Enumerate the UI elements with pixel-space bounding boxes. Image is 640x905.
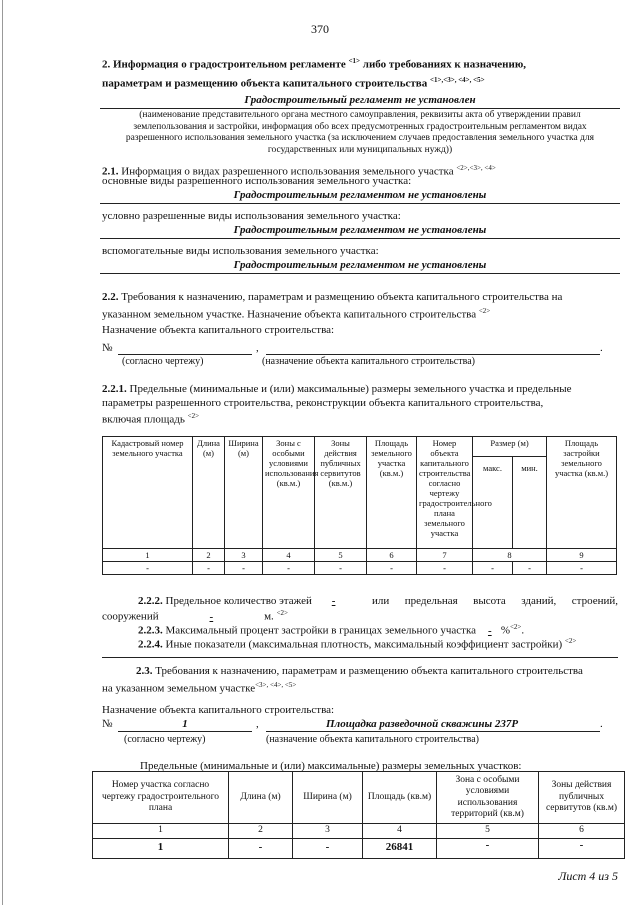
s221-th-build-area: Площадь застройки земельного участка (кв.м.) xyxy=(547,437,617,549)
s23-data-cell: - xyxy=(437,838,539,858)
s221-data-cell: - xyxy=(367,562,417,575)
s21-main-value: Градостроительным регламентом не установлены xyxy=(233,189,487,201)
s221-th-object-number: Номер объекта капитального строительства согласно чертежу градостроительного плана земельного участка xyxy=(417,437,473,549)
s222-line2 xyxy=(102,609,288,623)
s222-text-b: или предельная высота зданий, строений, xyxy=(372,595,618,607)
s221-data-cell: - xyxy=(225,562,263,575)
s221-data-cell: - xyxy=(417,562,473,575)
s222-height-value: - xyxy=(209,610,214,623)
s222-floors-value: - xyxy=(331,595,336,607)
s21-cond-value: Градостроительным регламентом не установлены xyxy=(233,224,487,236)
s221-data-cell: - xyxy=(547,562,617,575)
s222-line1 xyxy=(138,595,353,607)
s224-line xyxy=(138,637,576,651)
regulation-rule xyxy=(100,108,620,109)
s23-sup: <3>, <4>, <5> xyxy=(255,681,297,689)
regulation-value: Градостроительный регламент не установлен xyxy=(244,94,476,106)
s22-text xyxy=(102,290,622,322)
s23-th-area: Площадь (кв.м) xyxy=(363,772,437,824)
section-2-sup1: <1> xyxy=(348,57,361,65)
s23-no-rule xyxy=(118,731,252,732)
s21-cond-label: условно разрешенные виды использования земельного участка: xyxy=(102,210,401,222)
s223-sup: <2> xyxy=(509,623,522,631)
s23-th-width: Ширина (м) xyxy=(293,772,363,824)
s221-num-cell: 5 xyxy=(315,549,367,562)
s23-no-sign: № xyxy=(102,718,113,730)
s23-limits-label: Предельные (минимальные и (или) максимальные) размеры земельных участков: xyxy=(140,760,522,772)
s21-sup: <2>,<3>, <4> xyxy=(456,164,496,172)
s23-comma: , xyxy=(256,718,259,730)
s221-sup: <2> xyxy=(187,412,200,420)
s224-text: Иные показатели (максимальная плотность, максимальный коэффициент застройки) xyxy=(165,638,563,651)
s22-caption-purpose: (назначение объекта капитального строительства) xyxy=(262,356,475,367)
section-2-num: 2. xyxy=(102,58,111,71)
s221-text xyxy=(102,383,622,427)
s22-num: 2.2. xyxy=(102,291,119,303)
s22-comma: , xyxy=(256,342,259,354)
s223-text: Максимальный процент застройки в границах земельного участка xyxy=(165,624,477,637)
s22-text2: указанном земельном участке. Назначение объекта капитального строительства xyxy=(102,308,477,321)
s222-num: 2.2.2. xyxy=(138,595,163,607)
s22-caption-drawing: (согласно чертежу) xyxy=(122,356,204,367)
s221-th-length: Длина (м) xyxy=(193,437,225,549)
s221-table xyxy=(102,436,617,575)
s221-text2: параметры разрешенного строительства, реконструкции объекта капитального строительства, xyxy=(102,396,544,409)
s224-rule xyxy=(102,657,618,658)
s23-purpose-label: Назначение объекта капитального строительства: xyxy=(102,704,335,716)
s21-cond-rule xyxy=(100,238,620,239)
s23-purpose-rule xyxy=(266,731,600,732)
s221-num-cell: 4 xyxy=(263,549,315,562)
s22-no-rule xyxy=(118,354,252,355)
s23-th-special-zones: Зона с особыми условиями использования территорий (кв.м) xyxy=(437,772,539,824)
s22-dot: . xyxy=(600,342,603,354)
s23-num-cell: 2 xyxy=(229,824,293,839)
s23-object-no: 1 xyxy=(182,718,188,730)
page-number: 370 xyxy=(311,22,329,36)
s22-text1: Требования к назначению, параметрам и размещению объекта капитального строительства на xyxy=(121,291,563,303)
s221-num-cell: 2 xyxy=(193,549,225,562)
s221-data-cell: - xyxy=(473,562,513,575)
s23-table xyxy=(92,771,625,859)
s23-text xyxy=(102,664,622,696)
s23-text1: Требования к назначению, параметрам и размещению объекта капитального строительства xyxy=(155,665,583,677)
s22-sup: <2> xyxy=(478,307,491,315)
s221-th-cadastral: Кадастровый номер земельного участка xyxy=(103,437,193,549)
s23-num-cell: 3 xyxy=(293,824,363,839)
s23-caption-purpose: (назначение объекта капитального строительства) xyxy=(266,734,479,745)
s221-num-cell: 3 xyxy=(225,549,263,562)
s221-th-width: Ширина (м) xyxy=(225,437,263,549)
s224-sup: <2> xyxy=(564,637,577,645)
s23-num-cell: 1 xyxy=(93,824,229,839)
s23-num: 2.3. xyxy=(136,665,153,677)
s21-main-label: основные виды разрешенного использования земельного участка: xyxy=(102,175,412,187)
s223-line: 2.2.3. Максимальный процент застройки в границах земельного участка - %$^{<2>}$. xyxy=(138,623,525,637)
s222-sup: <2> xyxy=(276,609,288,617)
s23-data-cell: 1 xyxy=(93,838,229,858)
s221-data-cell: - xyxy=(263,562,315,575)
s221-text1: Предельные (минимальные и (или) максимальные) размеры земельного участка и предельные xyxy=(129,383,572,395)
s21-num: 2.1. xyxy=(102,165,119,178)
s23-data-cell: 26841 xyxy=(363,838,437,858)
s221-th-size: Размер (м) xyxy=(473,437,547,457)
s23-num-cell: 5 xyxy=(437,824,539,839)
s221-data-cell: - xyxy=(193,562,225,575)
s221-th-servitudes: Зоны действия публичных сервитутов (кв.м.) xyxy=(315,437,367,549)
section-2-title-line2: параметрам и размещению объекта капитального строительства xyxy=(102,77,428,90)
s222-text-c: сооружений xyxy=(102,610,159,623)
regulation-note: (наименование представительного органа местного самоуправления, реквизиты акта об утверждении правил землепользования и застройки, информация обо всех предусмотренных градостроительным регламентом видах разрешенного использования земельного участка (за исключением случаев предоставления земельного участка для государственных или муниципальных нужд)) xyxy=(125,110,595,155)
s223-unit: % xyxy=(500,624,510,637)
s221-num: 2.2.1. xyxy=(102,383,127,395)
s221-th-special-zones: Зоны с особыми условиями использования (кв.м.) xyxy=(263,437,315,549)
s221-num-cell: 8 xyxy=(473,549,547,562)
s221-th-area: Площадь земельного участка (кв.м.) xyxy=(367,437,417,549)
s221-num-cell: 9 xyxy=(547,549,617,562)
s221-data-cell: - xyxy=(103,562,193,575)
s23-th-servitudes: Зоны действия публичных сервитутов (кв.м) xyxy=(539,772,625,824)
section-2-title xyxy=(102,54,622,91)
scan-edge-mark xyxy=(2,0,3,905)
s21-main-rule xyxy=(100,203,620,204)
s221-th-max: макс. xyxy=(473,457,513,549)
s221-data-cell: - xyxy=(513,562,547,575)
s23-data-cell: - xyxy=(293,838,363,858)
s23-num-cell: 6 xyxy=(539,824,625,839)
s223-value: - xyxy=(487,624,492,637)
sheet-footer: Лист 4 из 5 xyxy=(558,869,618,883)
s21-aux-label: вспомогательные виды использования земельного участка: xyxy=(102,245,379,257)
section-2-title-line1: Информация о градостроительном регламенте xyxy=(113,58,346,71)
s221-text3: включая площадь xyxy=(102,413,185,426)
s23-data-cell: - xyxy=(539,838,625,858)
s23-object-name: Площадка разведочной скважины 237Р xyxy=(326,718,519,730)
s23-dot: . xyxy=(600,718,603,730)
s22-no-sign: № xyxy=(102,342,113,354)
s21-aux-value: Градостроительным регламентом не установлены xyxy=(233,259,487,271)
s222-text-a: Предельное количество этажей xyxy=(165,595,312,607)
s23-num-cell: 4 xyxy=(363,824,437,839)
s22-purpose-label: Назначение объекта капитального строительства: xyxy=(102,324,335,336)
section-2-sup2: <1>,<3>, <4>, <5> xyxy=(429,75,485,84)
s224-num: 2.2.4. xyxy=(138,638,163,651)
s222-unit: м. xyxy=(264,610,274,623)
s223-num: 2.2.3. xyxy=(138,624,163,637)
s23-th-length: Длина (м) xyxy=(229,772,293,824)
s21-title: Информация о видах разрешенного использования земельного участка xyxy=(121,165,454,178)
s23-caption-drawing: (согласно чертежу) xyxy=(124,734,206,745)
s221-data-cell: - xyxy=(315,562,367,575)
s221-th-min: мин. xyxy=(513,457,547,549)
s23-data-cell: - xyxy=(229,838,293,858)
s23-th-plot-number: Номер участка согласно чертежу градостроительного плана xyxy=(93,772,229,824)
s221-num-cell: 7 xyxy=(417,549,473,562)
s23-text2: на указанном земельном участке xyxy=(102,682,256,695)
s221-num-cell: 6 xyxy=(367,549,417,562)
s21-aux-rule xyxy=(100,273,620,274)
section-2-title-line1-end: либо требованиях к назначению, xyxy=(362,58,527,71)
s22-purpose-rule xyxy=(266,354,600,355)
s221-num-cell: 1 xyxy=(103,549,193,562)
